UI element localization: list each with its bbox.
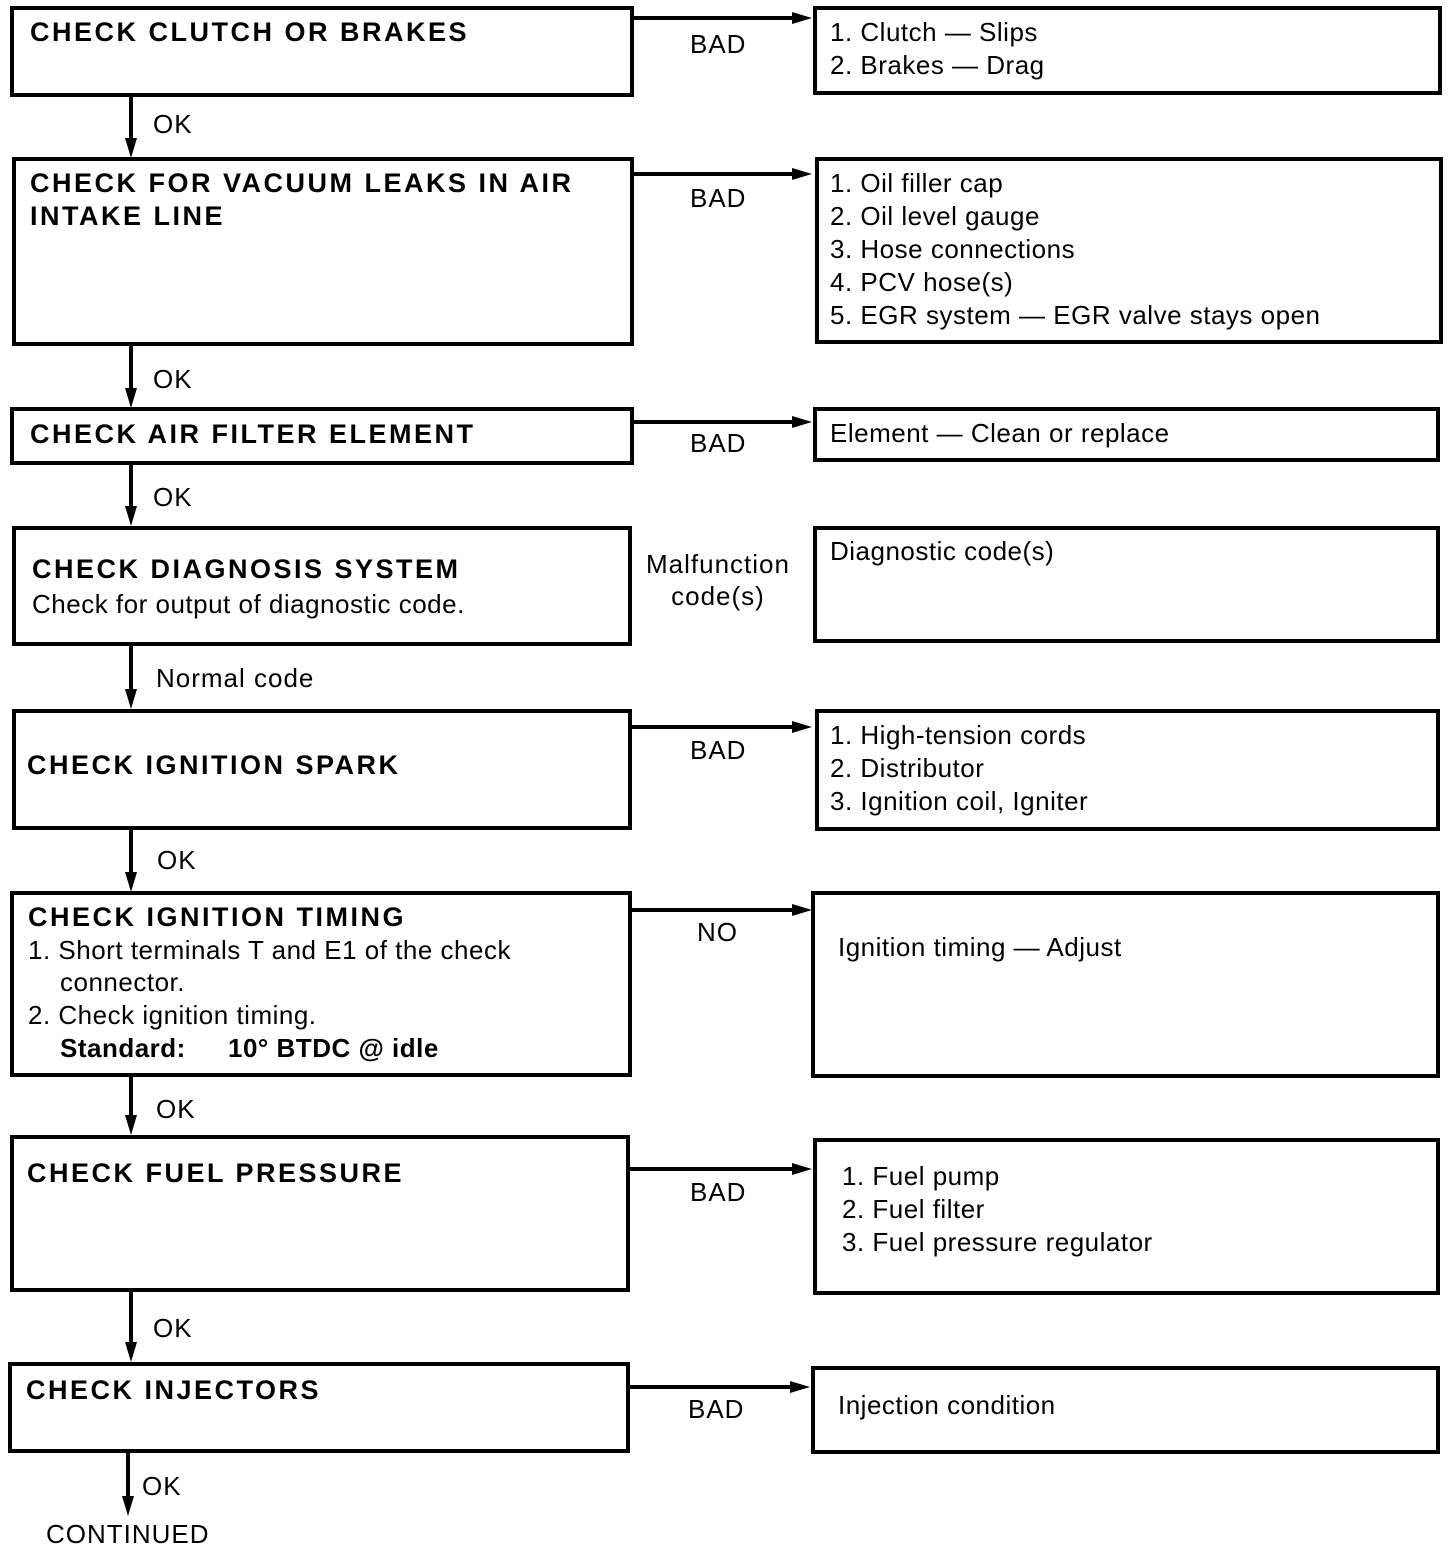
flow-label: OK <box>153 109 193 139</box>
branch-label: BAD <box>690 29 747 59</box>
result-text: Element — Clean or replace <box>830 418 1170 448</box>
flow-connector <box>129 1077 133 1117</box>
flow-label: OK <box>153 1313 193 1343</box>
result-item: 2. Fuel filter <box>842 1194 985 1224</box>
result-item: 3. Hose connections <box>830 234 1076 264</box>
branch-label: Malfunction <box>646 549 790 579</box>
step-title: CHECK AIR FILTER ELEMENT <box>30 419 476 449</box>
step-title: CHECK INJECTORS <box>26 1375 322 1405</box>
branch-connector <box>632 908 794 912</box>
branch-label: BAD <box>690 1177 747 1207</box>
branch-label: BAD <box>690 428 747 458</box>
branch-connector <box>634 16 794 20</box>
standard-label: Standard: <box>60 1033 186 1063</box>
flow-connector <box>129 97 133 140</box>
branch-label: code(s) <box>671 581 765 611</box>
branch-label: BAD <box>690 183 747 213</box>
result-item: 2. Distributor <box>830 753 985 783</box>
result-item: 3. Fuel pressure regulator <box>842 1227 1153 1257</box>
result-text: Ignition timing — Adjust <box>838 932 1122 962</box>
result-list <box>830 16 1045 82</box>
step-title: CHECK CLUTCH OR BRAKES <box>30 17 469 47</box>
branch-connector <box>634 420 794 424</box>
result-item: 4. PCV hose(s) <box>830 267 1014 297</box>
result-item: 5. EGR system — EGR valve stays open <box>830 300 1321 330</box>
result-item: 1. High-tension cords <box>830 720 1087 750</box>
arrow-down-icon <box>122 1496 134 1516</box>
arrow-down-icon <box>125 1342 137 1362</box>
flow-label: Normal code <box>156 663 315 693</box>
branch-connector <box>630 1385 792 1389</box>
flow-label: OK <box>157 845 197 875</box>
step-detail: 2. Check ignition timing. <box>28 1000 317 1030</box>
standard-value: 10° BTDC @ idle <box>228 1033 439 1063</box>
result-list <box>830 719 1088 818</box>
arrow-right-icon <box>792 904 812 916</box>
flow-label: OK <box>153 364 193 394</box>
result-item: 1. Clutch — Slips <box>830 17 1038 47</box>
flow-connector <box>129 646 133 691</box>
arrow-right-icon <box>790 1381 810 1393</box>
step-title: CHECK FOR VACUUM LEAKS IN AIR <box>30 168 574 198</box>
arrow-right-icon <box>792 721 812 733</box>
branch-label: BAD <box>688 1394 745 1424</box>
step-detail: connector. <box>60 967 185 997</box>
step-detail: Check for output of diagnostic code. <box>32 589 465 619</box>
step-title: CHECK FUEL PRESSURE <box>27 1158 405 1188</box>
flow-connector <box>129 465 133 508</box>
flow-label: OK <box>142 1471 182 1501</box>
step-title: CHECK IGNITION TIMING <box>28 902 406 932</box>
result-item: 2. Brakes — Drag <box>830 50 1045 80</box>
branch-connector <box>632 725 794 729</box>
flow-label: OK <box>156 1094 196 1124</box>
arrow-down-icon <box>125 138 137 158</box>
result-text: Injection condition <box>838 1390 1056 1420</box>
arrow-down-icon <box>125 872 137 892</box>
step-title: CHECK IGNITION SPARK <box>27 750 401 780</box>
flow-label: OK <box>153 482 193 512</box>
flow-connector <box>126 1453 130 1498</box>
branch-connector <box>634 172 794 176</box>
result-item: 1. Oil filler cap <box>830 168 1004 198</box>
arrow-right-icon <box>792 12 812 24</box>
flow-connector <box>129 1292 133 1344</box>
result-box <box>811 891 1440 1078</box>
result-text: Diagnostic code(s) <box>830 536 1055 566</box>
step-title: INTAKE LINE <box>30 201 225 231</box>
result-item: 3. Ignition coil, Igniter <box>830 786 1089 816</box>
flow-connector <box>129 346 133 390</box>
branch-label: NO <box>697 917 738 947</box>
arrow-down-icon <box>125 506 137 526</box>
result-item: 1. Fuel pump <box>842 1161 1000 1191</box>
arrow-right-icon <box>792 1163 812 1175</box>
result-item: 2. Oil level gauge <box>830 201 1040 231</box>
step-box-diagnosis-system <box>12 526 632 646</box>
arrow-right-icon <box>792 168 812 180</box>
result-list <box>830 167 1321 332</box>
continued-label: CONTINUED <box>46 1519 210 1549</box>
arrow-right-icon <box>792 416 812 428</box>
step-detail: 1. Short terminals T and E1 of the check <box>28 935 511 965</box>
step-title: CHECK DIAGNOSIS SYSTEM <box>32 554 461 584</box>
arrow-down-icon <box>125 689 137 709</box>
flow-connector <box>129 830 133 874</box>
result-list <box>842 1160 1153 1259</box>
arrow-down-icon <box>125 1115 137 1135</box>
branch-label: BAD <box>690 735 747 765</box>
branch-connector <box>630 1167 794 1171</box>
arrow-down-icon <box>125 388 137 408</box>
